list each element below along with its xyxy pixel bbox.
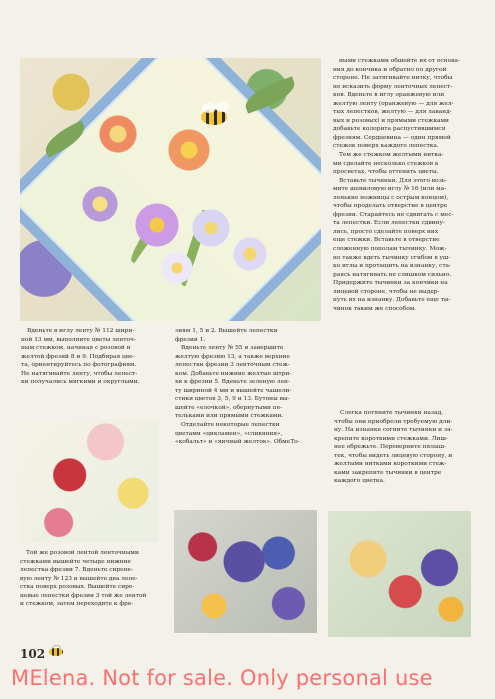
text-line: каждого цветка.	[334, 478, 385, 485]
text-line: ту шириной 4 мм и вышейте чашели-	[175, 387, 292, 394]
text-line: Вденьте в иглу ленту № 112 шири-	[27, 328, 135, 334]
text-line: стики цветов 3, 5, 9 и 13. Бутоны вы-	[175, 396, 290, 403]
text-line: ным стежком, начиная с розовой и	[21, 345, 131, 352]
text-line: ки получались мягкими и округлыми.	[21, 379, 140, 386]
text-line: крепите короткими стежками. Лиш-	[334, 435, 448, 442]
text-line: стежок поверх каждого лепестка.	[333, 143, 439, 150]
text-line: фрезии 1.	[175, 336, 206, 343]
text-line: невые лепестки фрезии 3 той же лентой	[20, 592, 147, 599]
text-line: нуть их на изнанку. Добавьте еще ты-	[333, 297, 451, 304]
white-freesia	[230, 234, 270, 274]
text-line: ной 13 мм, выполните цветы ленточ-	[21, 336, 136, 343]
text-line: желтую фрезию 13, а также верхние	[175, 353, 290, 360]
text-line: тых лепестков, желтую — для лаванд-	[333, 109, 452, 116]
detail-photo-3	[328, 511, 471, 637]
text-line: ну. На изнанке согните тычинки и за-	[334, 427, 453, 434]
text-line: тек, чтобы видеть лицевую сторону, и	[334, 452, 453, 459]
text-line: чинок таким же способом.	[333, 305, 417, 312]
white-freesia	[189, 206, 233, 250]
text-line: просветах, чтобы оттенить цветы.	[333, 169, 439, 176]
text-line: тельками или прямыми стежками.	[175, 413, 284, 420]
text-line: Не натягивайте ленту, чтобы лепест-	[21, 370, 138, 377]
text-line: ми сделайте несколько стежков в	[333, 160, 439, 167]
text-line: цветами «цикламен», «сливяния»,	[175, 430, 283, 437]
text-line: Придержите тычинки за кончики на	[333, 280, 448, 287]
text-line: Тем же стежком желтыми нитка-	[339, 152, 444, 159]
text-column-left-middle	[21, 327, 155, 387]
detail-photo-1	[20, 420, 158, 542]
text-column-center-middle	[175, 327, 319, 447]
text-line: мите шениловую иглу № 16 (или ма-	[333, 186, 447, 193]
bee-icon	[47, 645, 65, 657]
text-line: зиям 1, 5 и 2. Вышейте лепестки	[175, 328, 278, 334]
lavender-freesia	[79, 183, 121, 225]
bee-wing-icon	[202, 103, 216, 113]
bee-wing-icon	[215, 102, 229, 112]
text-line: добавьте колорита распустившимся	[333, 126, 446, 133]
text-line: но также вдеть тычинку сгибом в уш-	[333, 254, 451, 261]
text-line: чтобы проделать отверстие в центре	[333, 203, 448, 210]
bee-body-icon	[49, 648, 63, 656]
text-line: вую ленту № 123 и вышейте два лепе-	[20, 575, 138, 582]
text-line: лепестка фрезии 7. Вденьте сирене-	[20, 567, 133, 574]
text-line: ными стежками обшейте их от основа-	[339, 58, 460, 64]
text-column-left-bottom	[20, 549, 155, 609]
text-line: ко иглы и протащить на изнанку, ста-	[333, 263, 452, 270]
text-line: ком. Добавьте нижние желтые штри-	[175, 370, 292, 377]
text-line: ков. Вденьте в иглу оранжевую или	[333, 92, 445, 99]
text-line: фрезии. Старайтесь не сдвигать с мес-	[333, 211, 454, 218]
text-line: стежками вышейте четыре нижние	[20, 558, 132, 565]
text-line: желтыми нитками короткими стеж-	[334, 461, 447, 468]
text-column-right-top	[333, 57, 472, 313]
text-line: та лепестки. Если лепестки сдвину-	[333, 220, 445, 227]
text-line: ленькие ножницы с острым концом),	[333, 194, 449, 201]
text-line: чтобы они приобрели требуемую дли-	[334, 418, 453, 425]
text-line: «кобальт» и «яичный желток». ОбмеТо-	[175, 439, 300, 446]
text-line: не исказить форму ленточных лепест-	[333, 83, 453, 90]
text-line: желтой фрезий 8 и 9. Подбирая цве-	[21, 353, 135, 360]
text-line: Отделайте некоторые лепестки	[181, 422, 280, 429]
text-line: и стежком, затем переходите к фре-	[20, 601, 134, 608]
text-line: вых и розовых) и прямыми стежками	[333, 117, 449, 124]
text-line: Вденьте ленту № 55 и завершите	[181, 345, 284, 352]
text-line: фрезиям. Сердцевина — один прямой	[333, 134, 451, 141]
white-freesia	[159, 250, 195, 286]
text-line: раясь натягивать не слишком сильно.	[333, 271, 452, 278]
hero-embroidery-photo	[20, 58, 321, 321]
text-line: ками закрепите тычинки в центре	[334, 469, 442, 476]
text-line: желтую ленту (оранжевую — для жел-	[333, 100, 454, 107]
text-line: шейте «елочкой», обернутыми пе-	[175, 404, 283, 411]
text-line: лицевой стороне, чтобы не выдер-	[333, 288, 440, 295]
text-line: сложенную пополам тычинку. Мож-	[333, 246, 447, 253]
text-line: Слегка потяните тычинки назад,	[340, 410, 444, 416]
text-line: лись, просто сделайте поверх них	[333, 228, 439, 235]
text-line: та, ориентируйтесь по фотографиям.	[21, 362, 137, 369]
text-line: хи к фрезии 5. Вденьте зеленую лен-	[175, 379, 290, 386]
text-line: ния до кончика и обратно по другой	[333, 66, 447, 73]
text-line: еще стежки. Вставьте в отверстие	[333, 237, 440, 244]
coral-freesia	[96, 112, 140, 156]
text-line: Той же розовой лентой ленточными	[26, 550, 139, 556]
text-column-right-bottom	[334, 409, 475, 486]
text-line: стороне. Не затягивайте нитку, чтобы	[333, 75, 453, 82]
text-line: нее обрежьте. Переверните пялыш-	[334, 444, 447, 451]
text-line: лепестки фрезии 3 ленточным стеж-	[175, 362, 290, 369]
orange-freesia	[165, 126, 213, 174]
purple-freesia	[132, 200, 182, 250]
detail-photo-2	[174, 510, 317, 633]
text-line: стка поверх розовых. Вышейте сире-	[20, 584, 135, 591]
page-number: 102	[20, 647, 46, 661]
text-line: Вставьте тычинки. Для этого возь-	[339, 177, 447, 184]
watermark-text: MElena. Not for sale. Only personal use	[11, 666, 433, 690]
